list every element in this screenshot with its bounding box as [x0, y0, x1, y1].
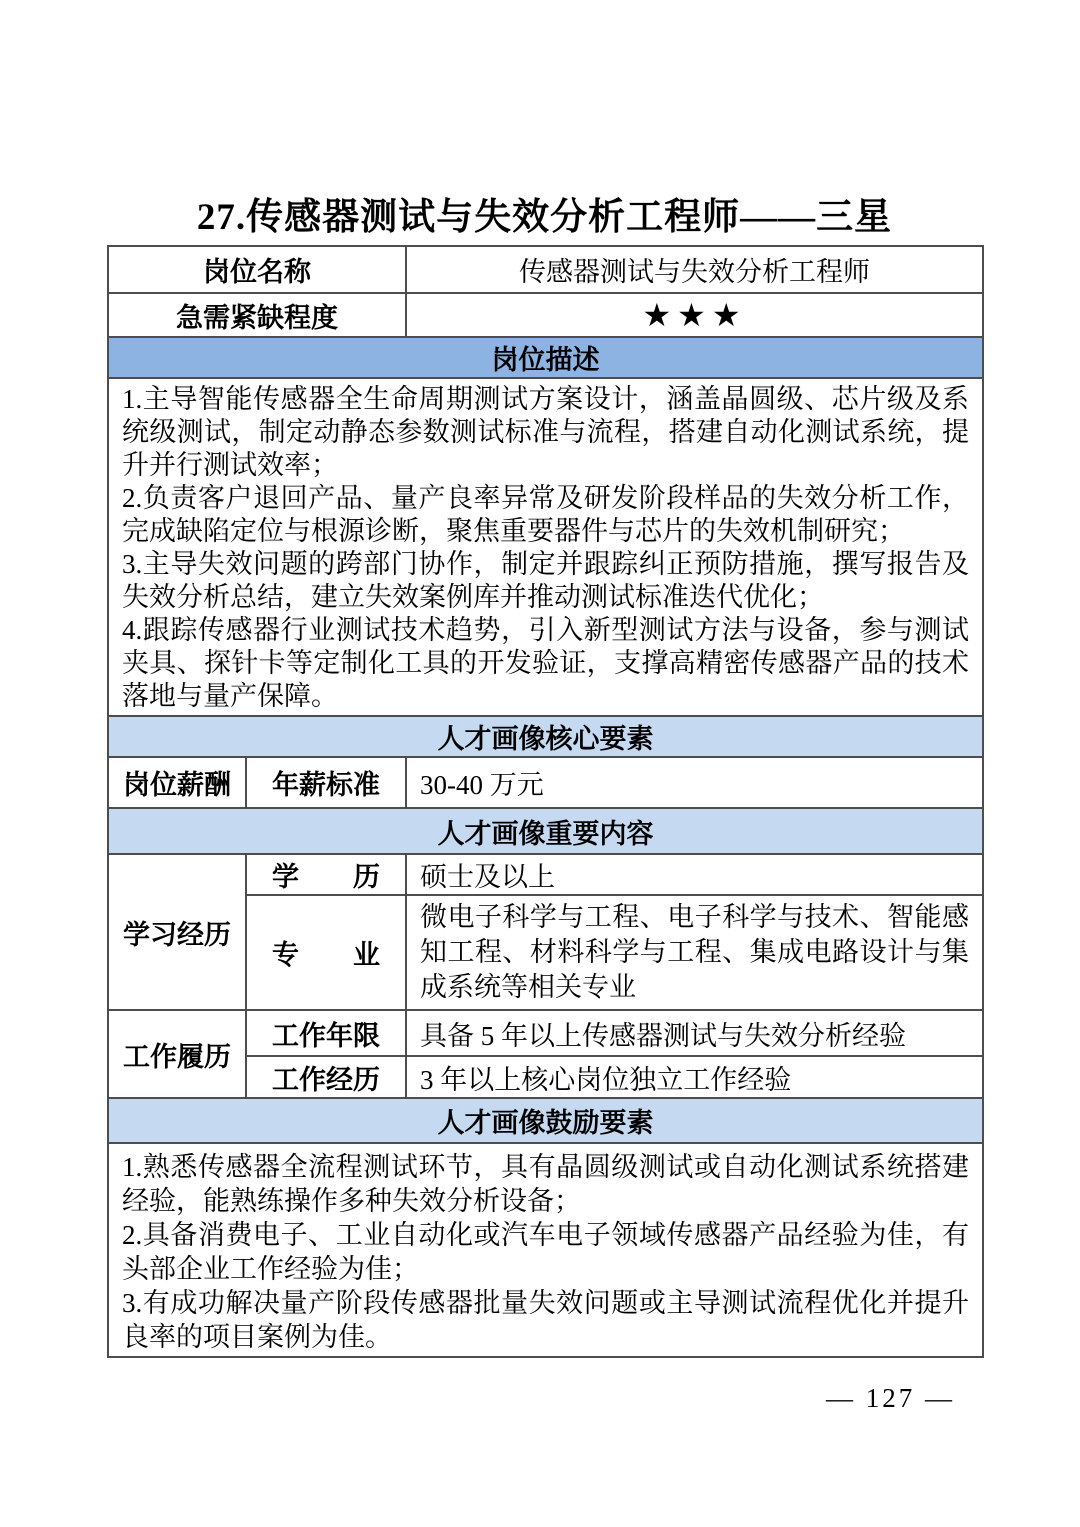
row-job-description-header — [108, 337, 983, 378]
row-work-years — [108, 1010, 983, 1056]
row-salary — [108, 757, 983, 808]
row-encouraged-elements-header — [108, 1098, 983, 1143]
row-important-content-header — [108, 808, 983, 854]
row-core-elements-header — [108, 716, 983, 757]
job-description-item: 1.主导智能传感器全生命周期测试方案设计，涵盖晶圆级、芯片级及系统级测试，制定动静态参数测试标准与流程，搭建自动化测试系统，提升并行测试效率； — [122, 384, 969, 480]
job-description-cell — [108, 378, 983, 716]
encouraged-item: 3.有成功解决量产阶段传感器批量失效问题或主导测试流程优化并提升良率的项目案例为佳。 — [122, 1288, 969, 1352]
job-description-header: 岗位描述 — [108, 337, 983, 378]
salary-standard-label: 年薪标准 — [246, 757, 406, 808]
degree-value: 硕士及以上 — [406, 854, 983, 895]
row-encouraged-elements — [108, 1143, 983, 1357]
encouraged-elements-cell — [108, 1143, 983, 1357]
important-content-header: 人才画像重要内容 — [108, 808, 983, 854]
page-title: 27.传感器测试与失效分析工程师——三星 — [196, 197, 893, 238]
urgency-label: 急需紧缺程度 — [108, 293, 406, 337]
urgency-stars: ★★★ — [406, 293, 983, 337]
encouraged-item: 2.具备消费电子、工业自动化或汽车电子领域传感器产品经验为佳，有头部企业工作经验为佳； — [122, 1220, 969, 1284]
job-description-item: 4.跟踪传感器行业测试技术趋势，引入新型测试方法与设备，参与测试夹具、探针卡等定制化工具的开发验证，支撑高精密传感器产品的技术落地与量产保障。 — [122, 615, 969, 711]
work-experience-label: 工作经历 — [246, 1056, 406, 1098]
encouraged-item: 1.熟悉传感器全流程测试环节，具有晶圆级测试或自动化测试系统搭建经验，能熟练操作多种失效分析设备； — [122, 1152, 969, 1216]
work-years-value: 具备 5 年以上传感器测试与失效分析经验 — [406, 1010, 983, 1056]
major-label: 专 业 — [246, 895, 406, 1010]
row-urgency — [108, 293, 983, 337]
job-description-item: 2.负责客户退回产品、量产良率异常及研发阶段样品的失效分析工作，完成缺陷定位与根源诊断，聚焦重要器件与芯片的失效机制研究； — [122, 483, 969, 546]
row-degree — [108, 854, 983, 895]
core-elements-header: 人才画像核心要素 — [108, 716, 983, 757]
major-value: 微电子科学与工程、电子科学与技术、智能感知工程、材料科学与工程、集成电路设计与集成系统等相关专业 — [406, 895, 983, 1010]
work-years-label: 工作年限 — [246, 1010, 406, 1056]
page-number: — 127 — — [826, 1383, 955, 1413]
work-label: 工作履历 — [108, 1010, 246, 1098]
encouraged-elements-header: 人才画像鼓励要素 — [108, 1098, 983, 1143]
salary-label: 岗位薪酬 — [108, 757, 246, 808]
study-label: 学习经历 — [108, 854, 246, 1010]
work-experience-value: 3 年以上核心岗位独立工作经验 — [406, 1056, 983, 1098]
degree-label: 学 历 — [246, 854, 406, 895]
row-job-name — [108, 246, 983, 293]
row-job-description — [108, 378, 983, 716]
job-description-item: 3.主导失效问题的跨部门协作，制定并跟踪纠正预防措施，撰写报告及失效分析总结，建立失效案例库并推动测试标准迭代优化； — [122, 549, 969, 612]
job-profile-table — [107, 245, 984, 1358]
job-name-value: 传感器测试与失效分析工程师 — [406, 246, 983, 293]
salary-value: 30-40 万元 — [406, 757, 983, 808]
job-name-label: 岗位名称 — [108, 246, 406, 293]
